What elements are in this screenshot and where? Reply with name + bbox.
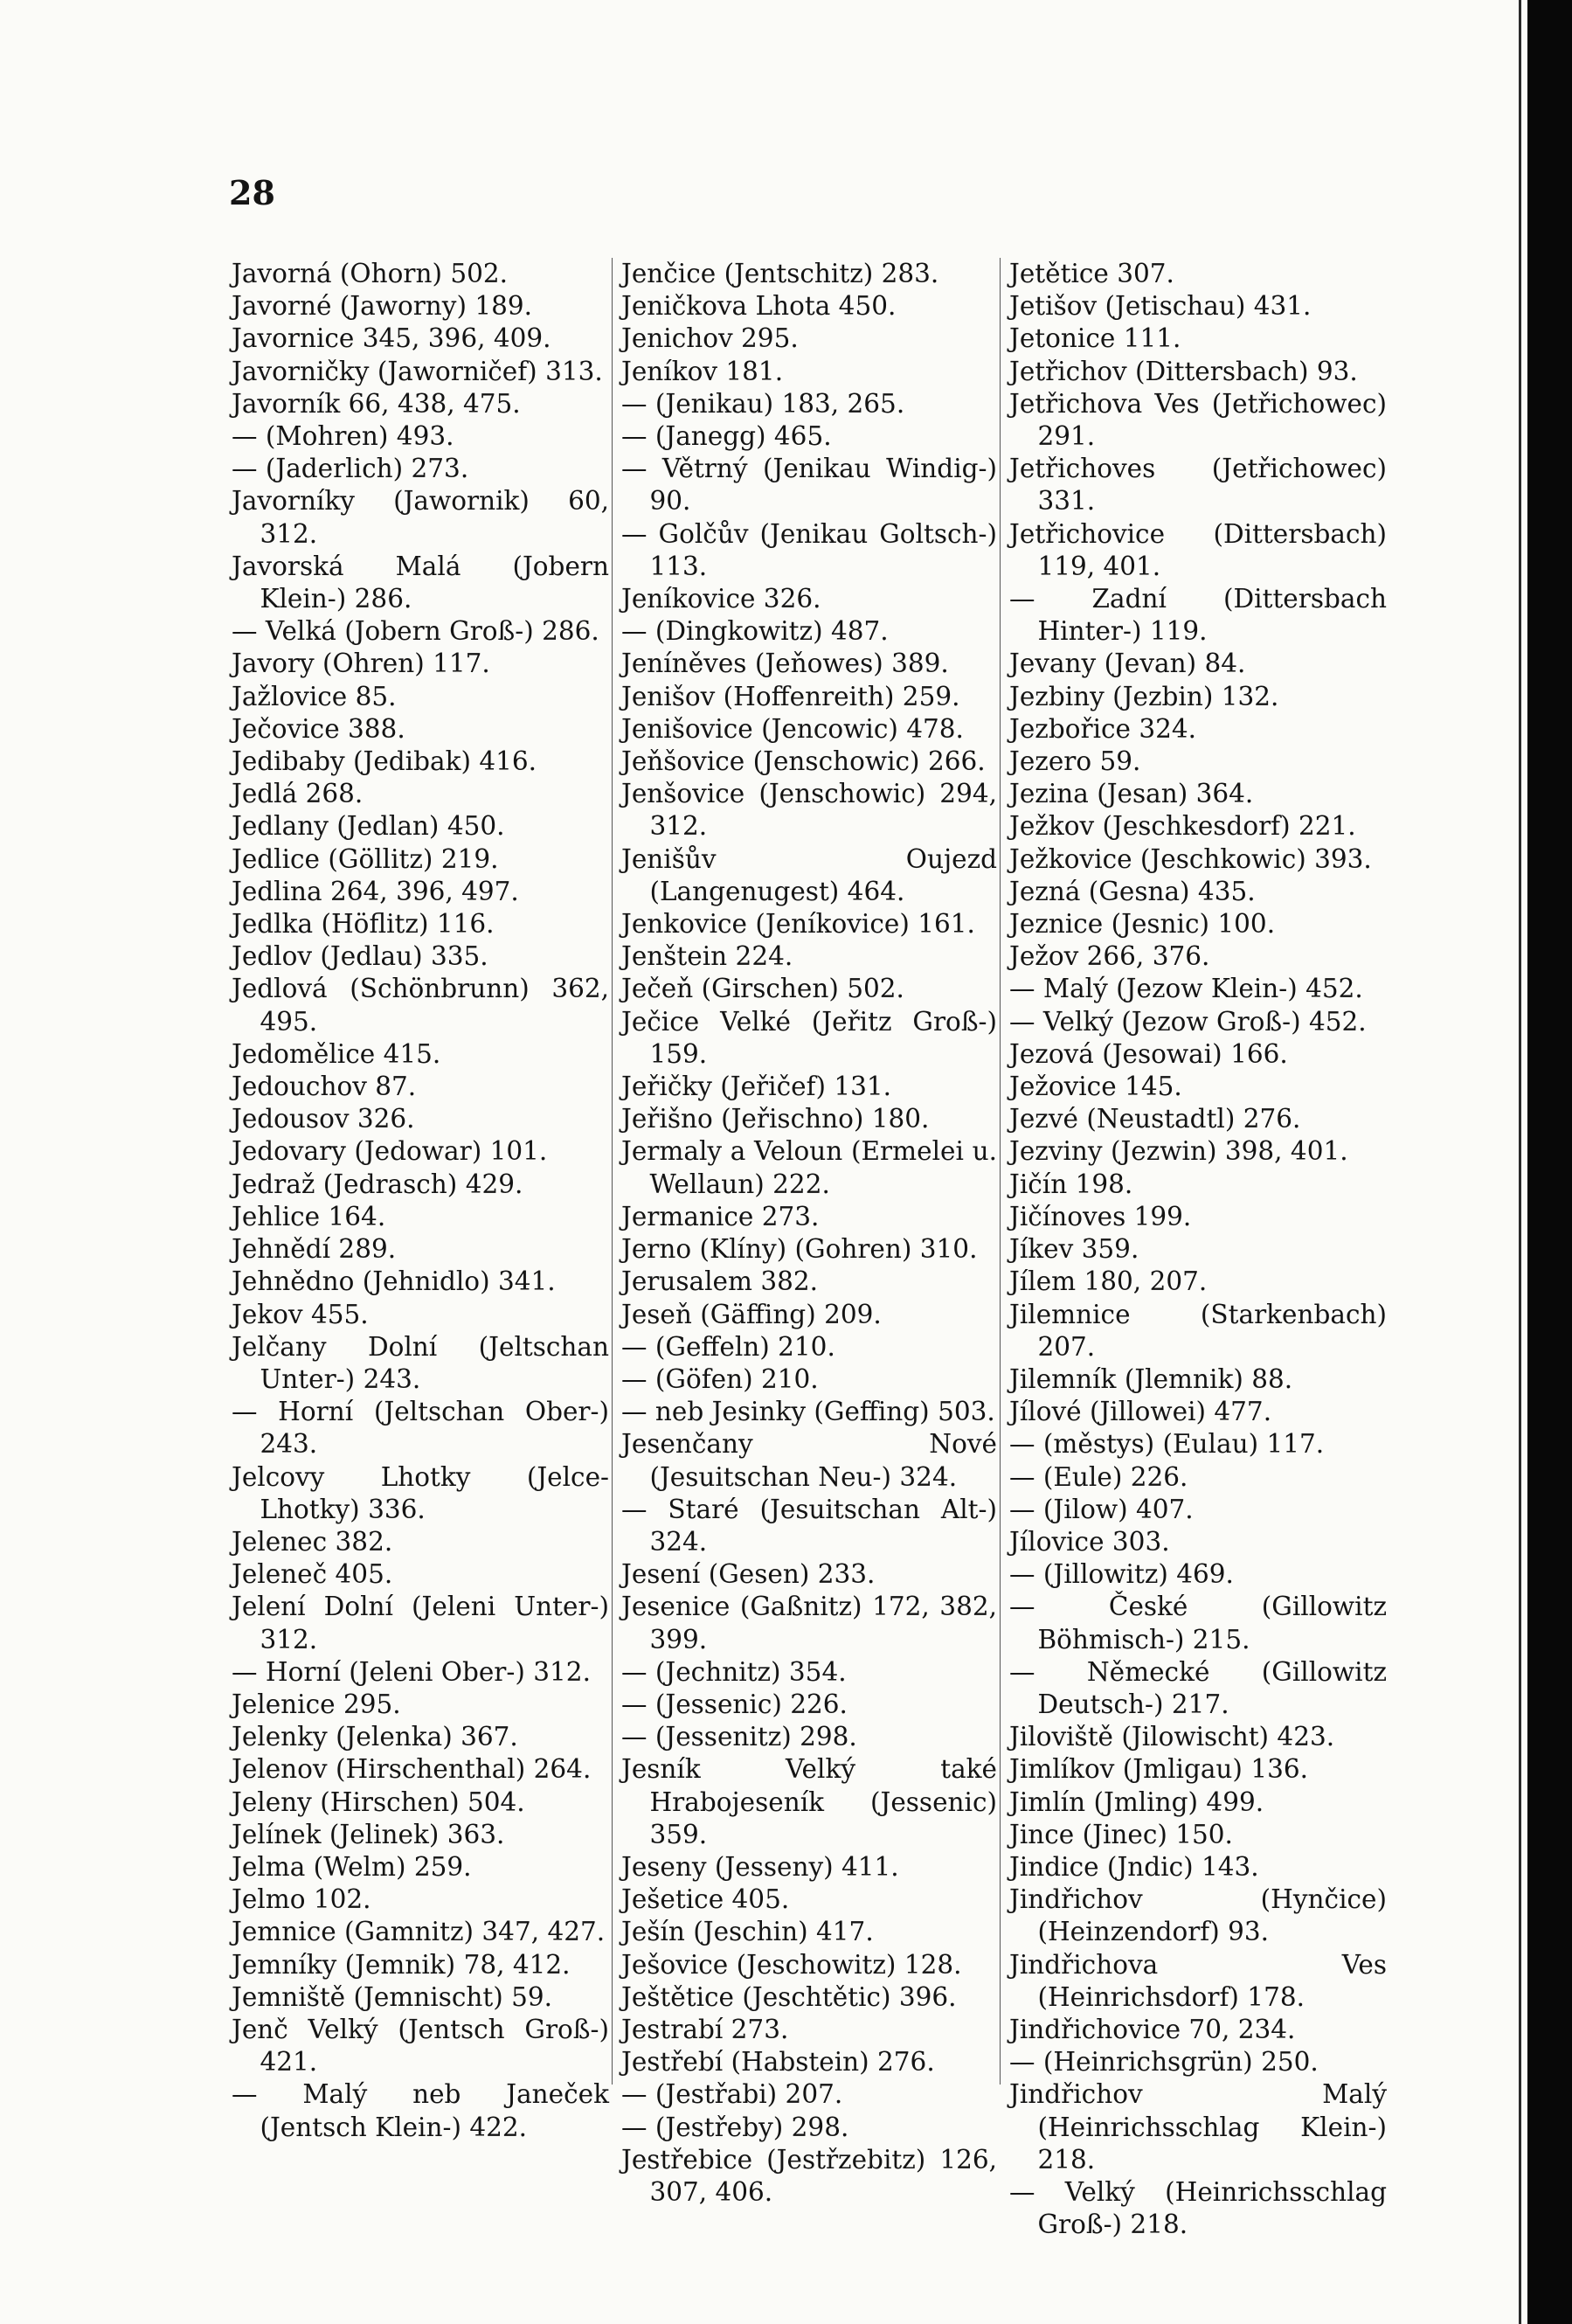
index-entry: — (Mohren) 493. (232, 421, 454, 452)
index-entry: Jelínek (Jelinek) 363. (232, 1819, 505, 1849)
index-entry: Jezbořice 324. (1009, 713, 1197, 744)
index-entry: Jetřichoves (Jetřichowec) 331. (1009, 454, 1387, 517)
index-entry: — Horní (Jeltschan Ober-) 243. (232, 1397, 609, 1460)
index-entry: Jesení (Gesen) 233. (621, 1559, 876, 1590)
index-entry: Jezvé (Neustadtl) 276. (1009, 1104, 1301, 1134)
index-entry: Jenštein 224. (621, 941, 793, 972)
index-entry: Jezbiny (Jezbin) 132. (1009, 681, 1279, 711)
index-entry: Ješetice 405. (621, 1884, 790, 1915)
index-column-1 (232, 258, 609, 2144)
column-divider (1000, 258, 1001, 2085)
index-entry: — neb Jesinky (Geffing) 503. (621, 1397, 995, 1427)
index-entry: Jemníky (Jemnik) 78, 412. (232, 1949, 571, 1980)
index-entry: — (Jillowitz) 469. (1009, 1559, 1234, 1590)
index-entry: Ježkovice (Jeschkowic) 393. (1009, 843, 1372, 874)
index-entry: Javory (Ohren) 117. (232, 649, 490, 679)
index-entry: Jehlice 164. (232, 1201, 386, 1231)
index-entry: Jetřichova Ves (Jetřichowec) 291. (1009, 388, 1387, 452)
index-entry: Jedibaby (Jedibak) 416. (232, 746, 537, 777)
index-entry: — Velký (Heinrichsschlag Groß-) 218. (1009, 2176, 1387, 2240)
index-entry: Jenišův Oujezd (Langenugest) 464. (621, 843, 997, 906)
index-entry: Jemnice (Gamnitz) 347, 427. (232, 1917, 606, 1947)
index-entry: — (Jessenic) 226. (621, 1689, 848, 1719)
index-entry: Jerusalem 382. (621, 1266, 819, 1297)
index-entry: Jeřišno (Jeřischno) 180. (621, 1104, 930, 1134)
index-entry: Jenkovice (Jeníkovice) 161. (621, 909, 975, 940)
index-entry: Jekov 455. (232, 1299, 369, 1329)
index-entry: Jenišov (Hoffenreith) 259. (621, 681, 960, 711)
index-entry: Jerno (Klíny) (Gohren) 310. (621, 1234, 978, 1265)
index-entry: Jehnědí 289. (232, 1234, 397, 1265)
index-entry: Jiloviště (Jilowischt) 423. (1009, 1722, 1335, 1752)
index-entry: Jelmo 102. (232, 1884, 371, 1915)
index-entry: Jeňšovice (Jenschowic) 266. (621, 746, 986, 777)
index-entry: — (Jaderlich) 273. (232, 454, 469, 484)
index-entry: Jeleny (Hirschen) 504. (232, 1786, 525, 1817)
index-entry: — (Jestřeby) 298. (621, 2112, 849, 2142)
index-entry: — Velký (Jezow Groß-) 452. (1009, 1006, 1367, 1037)
index-entry: Jelenec 382. (232, 1526, 393, 1557)
index-entry: Jeníkovice 326. (621, 584, 821, 614)
index-entry: — (Dingkowitz) 487. (621, 616, 889, 647)
index-entry: Jedovary (Jedowar) 101. (232, 1136, 548, 1167)
index-entry: Ješovice (Jeschowitz) 128. (621, 1949, 962, 1980)
index-entry: Jindřichova Ves (Heinrichsdorf) 178. (1009, 1949, 1387, 2012)
index-entry: Jindice (Jndic) 143. (1009, 1851, 1259, 1882)
index-entry: Jestřebí (Habstein) 276. (621, 2047, 935, 2078)
index-entry: Jezviny (Jezwin) 398, 401. (1009, 1136, 1348, 1167)
index-entry: Jezina (Jesan) 364. (1009, 779, 1254, 809)
index-entry: — Německé (Gillowitz Deutsch-) 217. (1009, 1656, 1387, 1719)
index-entry: Jimlíkov (Jmligau) 136. (1009, 1754, 1309, 1785)
index-entry: Jesník Velký také Hrabojeseník (Jessenic) 359. (621, 1754, 997, 1849)
index-column-3 (1009, 258, 1387, 2241)
page-number: 28 (229, 173, 275, 212)
index-entry: Jindřichovice 70, 234. (1009, 2014, 1296, 2044)
index-entry: Jelení Dolní (Jeleni Unter-) 312. (232, 1592, 609, 1655)
index-entry: Jedlina 264, 396, 497. (232, 876, 519, 906)
index-entry: — (Heinrichsgrün) 250. (1009, 2047, 1319, 2078)
index-entry: — Malý neb Janeček (Jentsch Klein-) 422. (232, 2079, 609, 2142)
index-entry: Jetišov (Jetischau) 431. (1009, 291, 1312, 322)
index-entry: — Velká (Jobern Groß-) 286. (232, 616, 599, 647)
index-entry: Jedouchov 87. (232, 1072, 417, 1102)
index-entry: Jelma (Welm) 259. (232, 1851, 472, 1882)
index-entry: — (Jilow) 407. (1009, 1494, 1194, 1524)
index-entry: Ježov 266, 376. (1009, 941, 1210, 972)
page-edge-shadow (1519, 0, 1521, 2324)
index-entry: Jermanice 273. (621, 1201, 820, 1231)
index-entry: Jimlín (Jmling) 499. (1009, 1786, 1264, 1817)
index-entry: — Větrný (Jenikau Windig-) 90. (621, 454, 997, 517)
index-entry: Jestřebice (Jestřzebitz) 126, 307, 406. (621, 2144, 997, 2207)
index-entry: Jenichov 295. (621, 323, 799, 354)
index-entry: — České (Gillowitz Böhmisch-) 215. (1009, 1592, 1387, 1655)
scan-border (1527, 0, 1572, 2324)
index-entry: Jeničkova Lhota 450. (621, 291, 897, 322)
index-entry: Jelcovy Lhotky (Jelce-Lhotky) 336. (232, 1461, 609, 1524)
index-entry: Jedlov (Jedlau) 335. (232, 941, 488, 972)
index-entry: Jilemnice (Starkenbach) 207. (1009, 1299, 1387, 1362)
index-entry: Jedraž (Jedrasch) 429. (232, 1169, 523, 1199)
index-entry: Jezná (Gesna) 435. (1009, 876, 1256, 906)
index-entry: Jindřichov (Hynčice) (Heinzendorf) 93. (1009, 1884, 1387, 1947)
index-entry: Jílem 180, 207. (1009, 1266, 1208, 1297)
index-entry: Jetonice 111. (1009, 323, 1181, 354)
index-entry: Javorničky (Jaworničef) 313. (232, 356, 603, 386)
index-entry: — (Janegg) 465. (621, 421, 832, 452)
index-entry: — Malý (Jezow Klein-) 452. (1009, 974, 1363, 1004)
index-entry: — (Geffeln) 210. (621, 1331, 835, 1362)
index-entry: Jehnědno (Jehnidlo) 341. (232, 1266, 556, 1297)
index-entry: Jestrabí 273. (621, 2014, 789, 2044)
index-entry: Javorné (Jaworny) 189. (232, 291, 533, 322)
index-entry: Jedlka (Höflitz) 116. (232, 909, 495, 940)
index-entry: Ješín (Jeschin) 417. (621, 1917, 874, 1947)
index-entry: Jenč Velký (Jentsch Groß-) 421. (232, 2014, 609, 2078)
index-entry: Jeníněves (Jeňowes) 389. (621, 649, 949, 679)
index-entry: Jenčice (Jentschitz) 283. (621, 259, 939, 288)
index-entry: — Golčův (Jenikau Goltsch-) 113. (621, 518, 997, 581)
index-entry: Jičínoves 199. (1009, 1201, 1192, 1231)
index-entry: Jezová (Jesowai) 166. (1009, 1038, 1288, 1069)
index-entry: — (Jechnitz) 354. (621, 1656, 847, 1687)
index-entry: Jeseny (Jesseny) 411. (621, 1851, 899, 1882)
index-entry: Javorná (Ohorn) 502. (232, 259, 509, 288)
index-entry: Ještětice (Jeschtětic) 396. (621, 1981, 957, 2012)
index-entry: Jedousov 326. (232, 1104, 415, 1134)
index-entry: Jeleneč 405. (232, 1559, 393, 1590)
index-entry: Jilemník (Jlemnik) 88. (1009, 1363, 1293, 1394)
index-entry: — Horní (Jeleni Ober-) 312. (232, 1656, 591, 1687)
index-entry: Javorská Malá (Jobern Klein-) 286. (232, 551, 609, 614)
index-column-2 (621, 258, 997, 2209)
index-entry: Jenišovice (Jencowic) 478. (621, 713, 964, 744)
index-entry: Jince (Jinec) 150. (1009, 1819, 1233, 1849)
index-entry: — (Jenikau) 183, 265. (621, 388, 905, 419)
index-entry: Jelčany Dolní (Jeltschan Unter-) 243. (232, 1331, 609, 1394)
index-entry: Javorníky (Jawornik) 60, 312. (232, 486, 609, 549)
index-entry: Jermaly a Veloun (Ermelei u. Wellaun) 222. (621, 1136, 997, 1199)
index-entry: — (Jessenitz) 298. (621, 1722, 857, 1752)
index-entry: Javorník 66, 438, 475. (232, 388, 521, 419)
index-entry: Jetětice 307. (1009, 259, 1174, 288)
index-entry: Jetřichov (Dittersbach) 93. (1009, 356, 1358, 386)
index-entry: Jažlovice 85. (232, 681, 397, 711)
index-entry: Jelenov (Hirschenthal) 264. (232, 1754, 592, 1785)
index-entry: Ječeň (Girschen) 502. (621, 974, 904, 1004)
index-entry: Jetřichovice (Dittersbach) 119, 401. (1009, 518, 1387, 581)
index-entry: Jedlá 268. (232, 779, 364, 809)
index-entry: — (Göfen) 210. (621, 1363, 819, 1394)
index-entry: — Zadní (Dittersbach Hinter-) 119. (1009, 584, 1387, 647)
index-entry: Jezero 59. (1009, 746, 1141, 777)
index-entry: Ječice Velké (Jeřitz Groß-) 159. (621, 1006, 997, 1069)
index-entry: Jedlová (Schönbrunn) 362, 495. (232, 974, 609, 1037)
index-entry: Jedlice (Göllitz) 219. (232, 843, 499, 874)
index-entry: Jeznice (Jesnic) 100. (1009, 909, 1276, 940)
index-entry: Jeseň (Gäffing) 209. (621, 1299, 882, 1329)
index-entry: Ježovice 145. (1009, 1072, 1182, 1102)
index-entry: Jedlany (Jedlan) 450. (232, 811, 505, 842)
index-entry: — Staré (Jesuitschan Alt-) 324. (621, 1494, 997, 1557)
index-entry: Jenšovice (Jenschowic) 294, 312. (621, 779, 997, 842)
index-entry: Jevany (Jevan) 84. (1009, 649, 1246, 679)
index-entry: Jelenky (Jelenka) 367. (232, 1722, 518, 1752)
index-entry: Jičín 198. (1009, 1169, 1133, 1199)
index-entry: Jesenice (Gaßnitz) 172, 382, 399. (621, 1592, 997, 1655)
index-entry: Jílové (Jillowei) 477. (1009, 1397, 1272, 1427)
index-entry: Jelenice 295. (232, 1689, 401, 1719)
index-entry: Jindřichov Malý (Heinrichsschlag Klein-) 218. (1009, 2079, 1387, 2175)
index-entry: Jedomělice 415. (232, 1038, 441, 1069)
index-entry: — (městys) (Eulau) 117. (1009, 1429, 1325, 1460)
index-entry: Ježkov (Jeschkesdorf) 221. (1009, 811, 1356, 842)
index-entry: Ječovice 388. (232, 713, 405, 744)
index-entry: — (Eule) 226. (1009, 1461, 1188, 1492)
index-entry: Jeřičky (Jeřičef) 131. (621, 1072, 892, 1102)
index-entry: Javornice 345, 396, 409. (232, 323, 551, 354)
index-entry: Jíkev 359. (1009, 1234, 1139, 1265)
index-entry: Jesenčany Nové (Jesuitschan Neu-) 324. (621, 1429, 997, 1492)
index-entry: — (Jestřabi) 207. (621, 2079, 843, 2110)
index-entry: Jemniště (Jemnischt) 59. (232, 1981, 553, 2012)
index-entry: Jílovice 303. (1009, 1526, 1170, 1557)
index-entry: Jeníkov 181. (621, 356, 784, 386)
column-divider (612, 258, 613, 2085)
